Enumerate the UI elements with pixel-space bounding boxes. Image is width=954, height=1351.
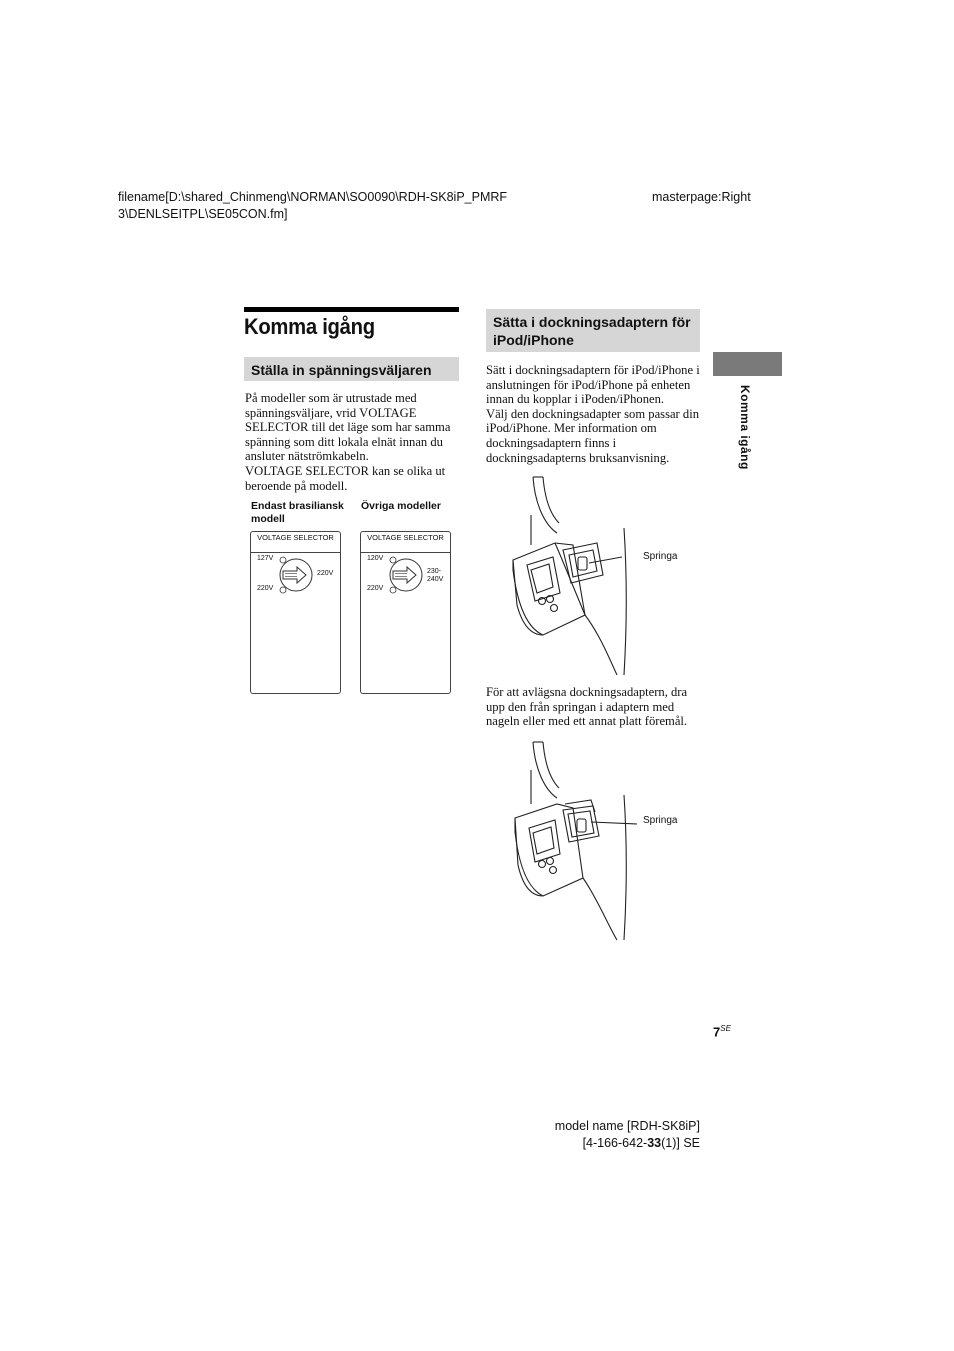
footer-model-line: model name [RDH-SK8iP] [554, 1119, 700, 1133]
section2-paragraph-3: För att avlägsna dockningsadaptern, dra upp den från springan i adaptern med nageln eller med ett annat platt föremål. [486, 685, 688, 729]
voltage-selector-title: VOLTAGE SELECTOR [257, 533, 334, 542]
voltage-label-top: 120V [367, 555, 384, 562]
section2-paragraph-1: Sätt i dockningsadaptern för iPod/iPhone i anslutningen för iPod/iPhone på enheten innan du kopplar i iPoden/iPhonen. [486, 363, 700, 407]
voltage-dial-icon [275, 554, 315, 596]
section2-body [486, 363, 702, 465]
callout-slot-1: Springa [643, 551, 678, 562]
callout-slot-2: Springa [643, 815, 678, 826]
voltage-label-right: 230-240V [427, 568, 444, 583]
panel-divider [361, 552, 450, 553]
panel-left-caption: Endast brasiliansk modell [251, 500, 344, 525]
voltage-selector-panel-right [360, 531, 451, 694]
header-masterpage: masterpage:Right [652, 190, 751, 204]
section2-heading: Sätta i dockningsadaptern för iPod/iPhone [486, 309, 700, 352]
footer-code-line [500, 1135, 700, 1152]
section2-removal-text [486, 685, 702, 729]
side-tab-label: Komma igång [738, 385, 752, 470]
section1-paragraph-2: VOLTAGE SELECTOR kan se olika ut beroende på modell. [245, 463, 446, 493]
page-number-suffix: SE [720, 1024, 731, 1033]
voltage-selector-panel-left [250, 531, 341, 694]
voltage-label-right: 220V [317, 570, 334, 577]
dock-adapter-insert-illustration [505, 475, 630, 680]
footer-code-suffix: (1)] SE [661, 1136, 700, 1150]
side-tab-marker [713, 352, 782, 376]
voltage-dial-icon [385, 554, 425, 596]
footer-model [500, 1118, 700, 1152]
header-filename [118, 189, 507, 223]
page-number [713, 1024, 731, 1039]
filename-line-2: 3\DENLSEITPL\SE05CON.fm] [118, 207, 288, 221]
section1-paragraph-1: På modeller som är utrustade med spänningsväljare, vrid VOLTAGE SELECTOR till det läge som har samma spänning som ditt lokala elnät innan du ansluter nätströmkabeln. [245, 391, 451, 464]
voltage-label-bottom: 220V [367, 585, 384, 592]
footer-code-prefix: [4-166-642- [582, 1136, 648, 1150]
voltage-selector-title: VOLTAGE SELECTOR [367, 533, 444, 542]
dock-adapter-remove-illustration [505, 740, 640, 945]
panel-right-caption: Övriga modeller [361, 500, 441, 512]
voltage-label-bottom: 220V [257, 585, 274, 592]
section1-heading: Ställa in spänningsväljaren [244, 357, 459, 381]
voltage-label-top: 127V [257, 555, 274, 562]
footer-code-bold: 33 [647, 1136, 662, 1150]
panel-divider [251, 552, 340, 553]
title-rule [244, 307, 459, 312]
page-title: Komma igång [244, 314, 375, 339]
page-number-value: 7 [713, 1024, 721, 1040]
section1-body [245, 391, 460, 493]
section2-paragraph-2: Välj den dockningsadapter som passar din iPod/iPhone. Mer information om dockningsadaptern finns i dockningsadapterns bruksanvisning. [486, 406, 699, 465]
filename-line-1: filename[D:\shared_Chinmeng\NORMAN\SO0090\RDH-SK8iP_PMRF [118, 190, 508, 204]
